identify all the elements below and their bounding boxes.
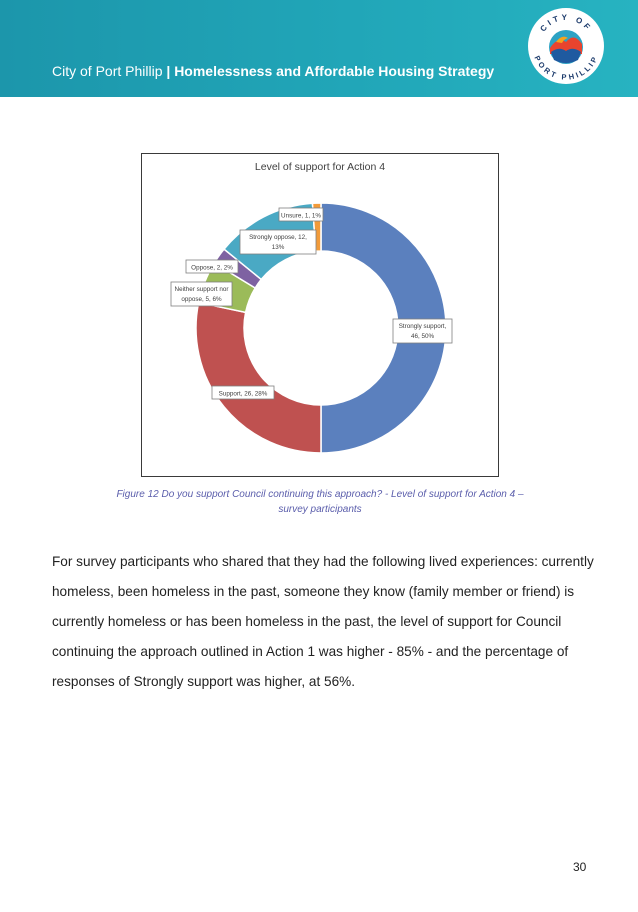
logo-top-text: CITY OF xyxy=(538,12,594,34)
slice-support xyxy=(196,303,321,453)
data-label-text: Strongly support, xyxy=(398,323,447,330)
data-label-text: Oppose, 2, 2% xyxy=(191,264,233,272)
chart-title: Level of support for Action 4 xyxy=(254,161,386,173)
data-label-oppose xyxy=(186,260,238,273)
data-label-text: Neither support nor xyxy=(174,286,229,293)
header-title xyxy=(52,63,494,79)
donut-chart xyxy=(142,154,498,476)
logo-bottom-text: PORT PHILLIP xyxy=(532,54,600,82)
chart-container xyxy=(141,153,499,477)
data-label-strongly-oppose xyxy=(240,230,316,254)
city-logo xyxy=(528,8,604,84)
data-label-strongly-support xyxy=(393,319,452,343)
logo-emblem-icon xyxy=(549,30,583,64)
data-label-text: 46, 50% xyxy=(410,333,435,340)
caption-line-1: Figure 12 Do you support Council continuing this approach? - Level of support for Action 4 – xyxy=(116,489,524,500)
page-number: 30 xyxy=(573,860,587,874)
data-label-support xyxy=(212,386,274,399)
data-label-neither-support-nor-oppose xyxy=(171,282,232,306)
data-label-text: Unsure, 1, 1% xyxy=(281,212,321,220)
header-org: City of Port Phillip xyxy=(52,63,163,79)
header-strategy-title: Homelessness and Affordable Housing Strategy xyxy=(174,63,495,79)
data-label-text: oppose, 5, 6% xyxy=(181,296,222,303)
body-paragraph: For survey participants who shared that they had the following lived experiences: currently homeless, been homeless in the past, someone they know (family member or friend) is currently homeless or has been homeless in the past, the level of support for Council continuing the approach outlined in Action 1 was higher - 85% - and the percentage of responses of Strongly support was higher, at 56%. xyxy=(52,554,594,689)
header-separator: | xyxy=(166,63,171,79)
data-label-text: 13% xyxy=(271,244,285,251)
figure-caption xyxy=(60,487,580,517)
data-label-text: Strongly oppose, 12, xyxy=(249,234,307,241)
data-label-text: Support, 26, 28% xyxy=(218,390,268,398)
data-label-unsure xyxy=(279,208,323,221)
page-header xyxy=(0,0,638,97)
caption-line-2: survey participants xyxy=(278,504,362,515)
